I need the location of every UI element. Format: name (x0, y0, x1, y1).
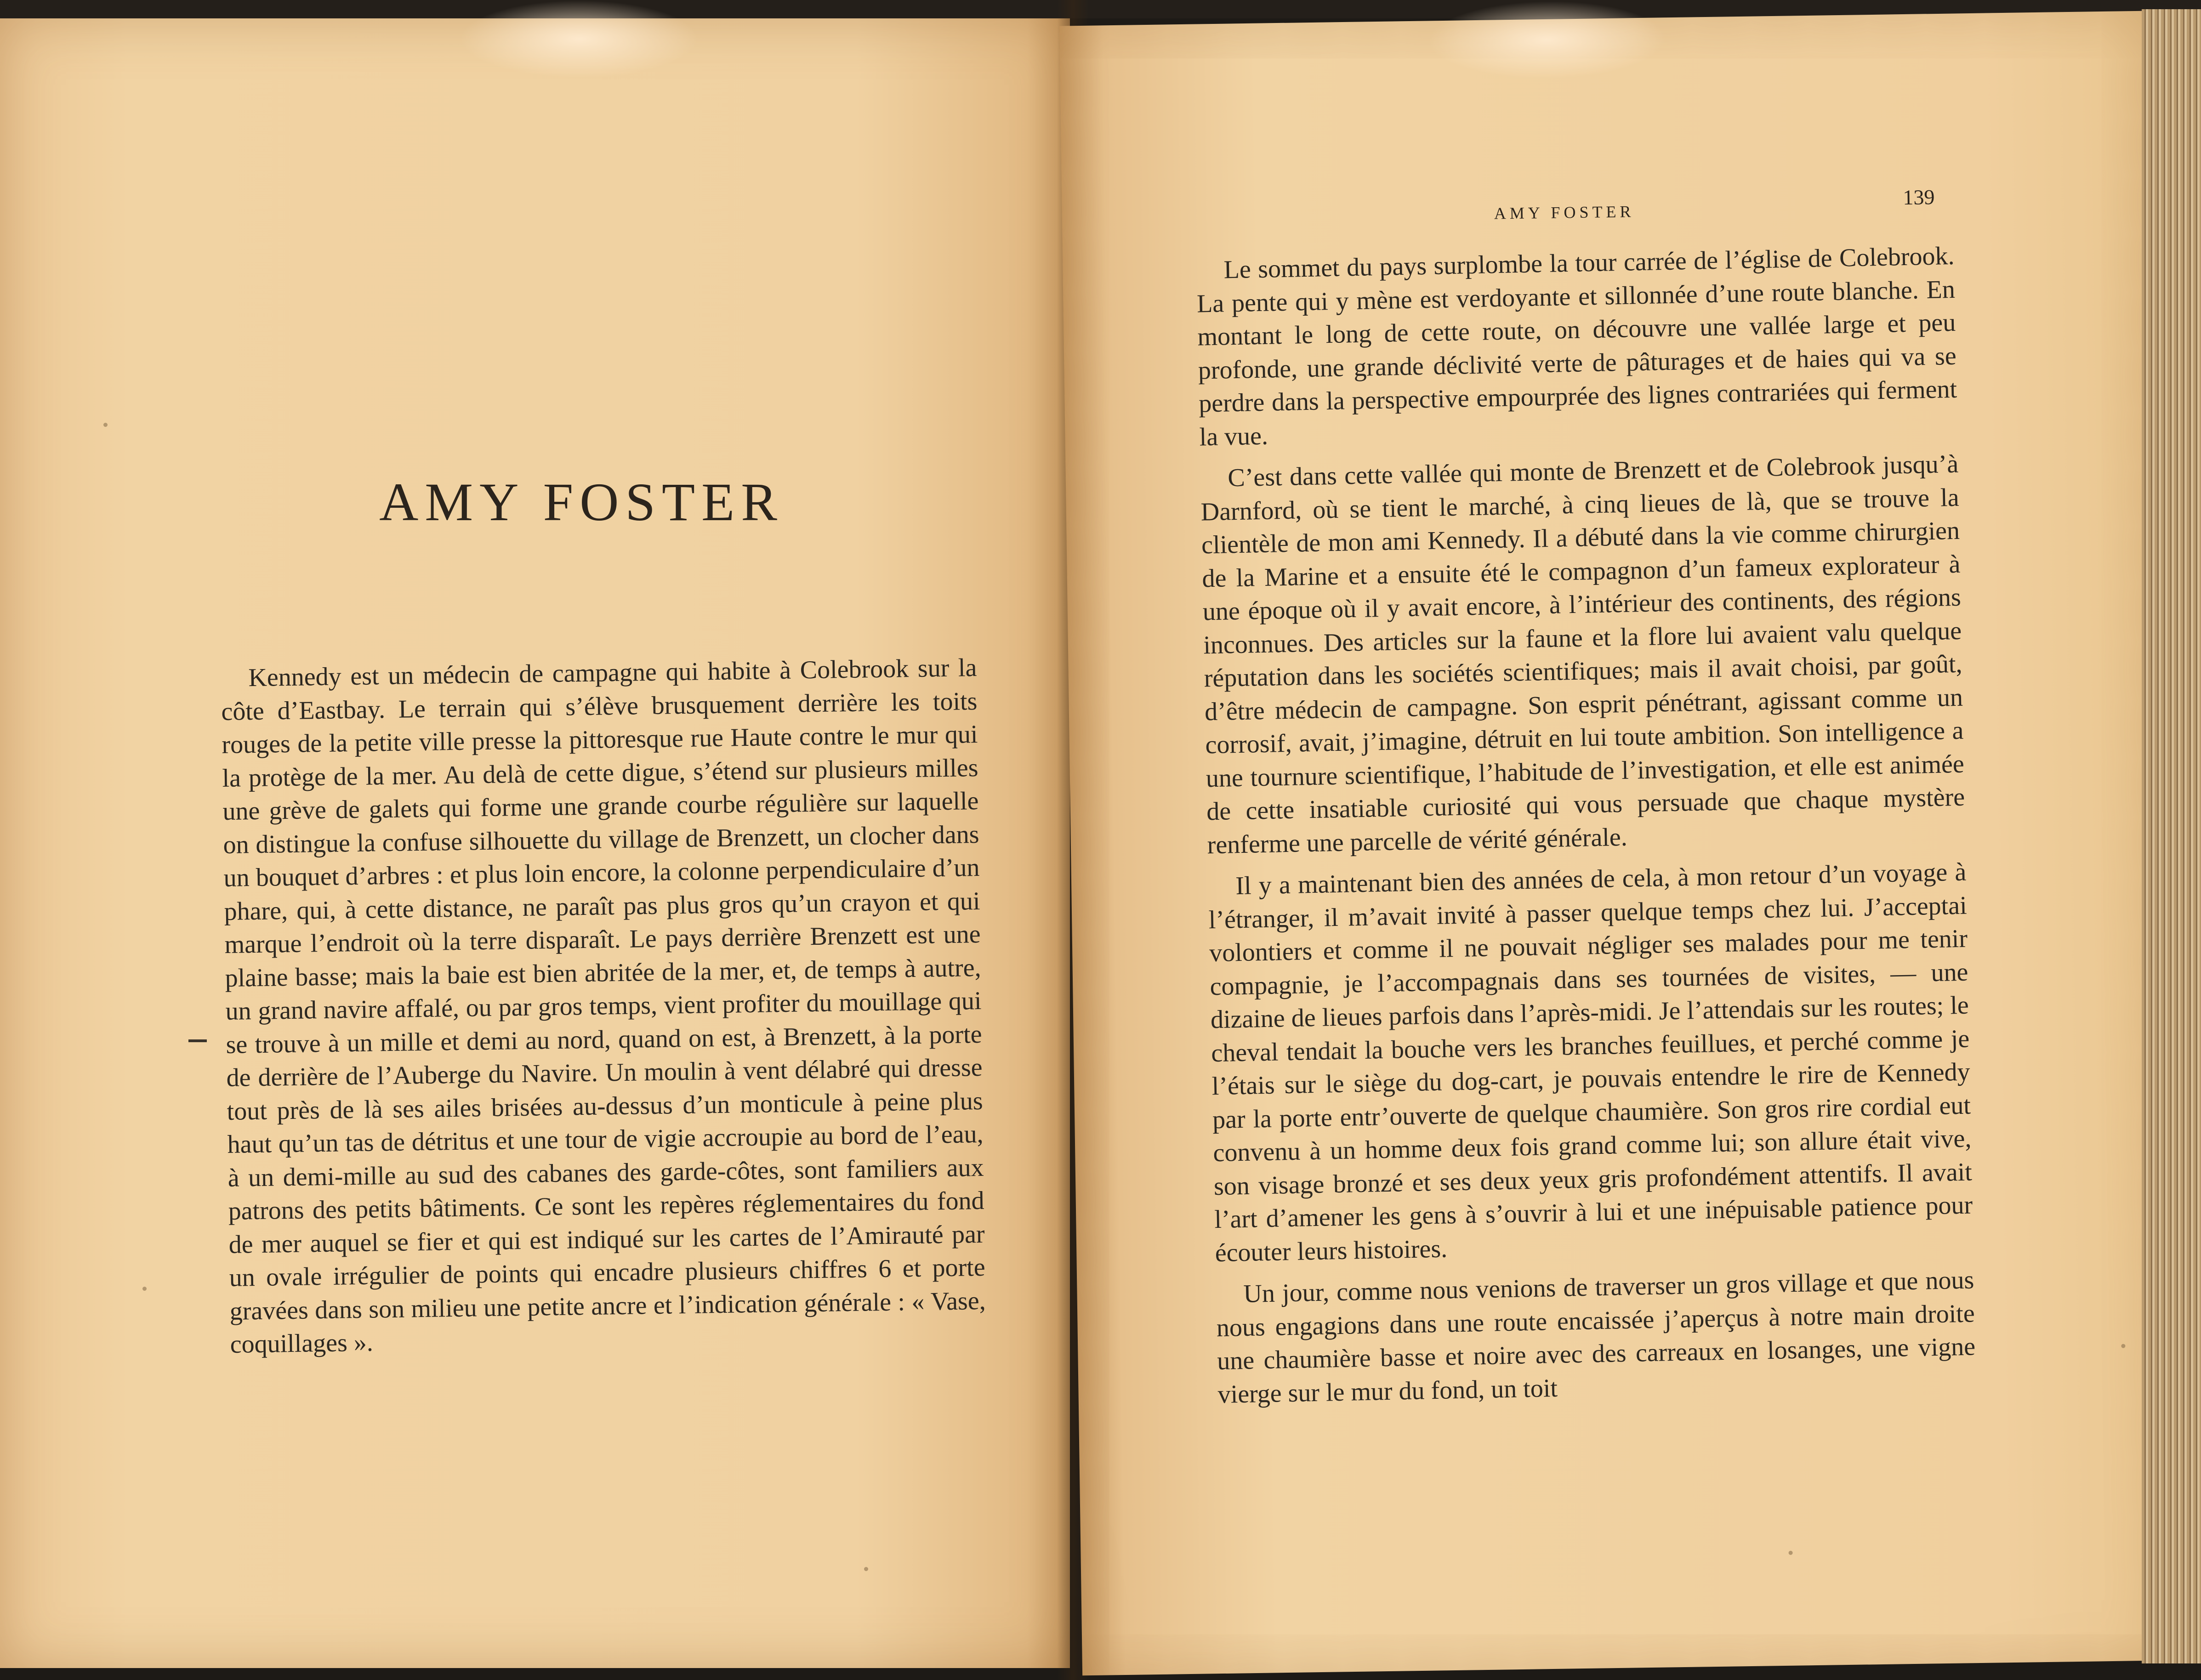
paragraph: Le sommet du pays surplombe la tour carrée de l’église de Colebrook. La pente qui y mène est verdoyante et sillonnée d’une route blanche. En montant le long de cette route, on découvre une vallée large et peu profonde, une grande déclivité verte de pâturages et de haies qui va se perdre dans la perspective empourprée des lignes contrariées qui ferment la vue. (1196, 241, 1957, 451)
right-page-text (1196, 239, 1976, 1411)
margin-mark (188, 1039, 207, 1042)
page-fore-edge (2142, 9, 2201, 1663)
running-head: AMY FOSTER (1494, 202, 1635, 223)
left-page-text (221, 651, 986, 1361)
page-number: 139 (1903, 185, 1935, 210)
paper-speck (2121, 1344, 2125, 1348)
paragraph: C’est dans cette vallée qui monte de Brenzett et de Colebrook jusqu’à Darnford, où se tient le marché, à cinq lieues de là, que se trouve la clientèle de mon ami Kennedy. Il a débuté dans la vie comme chirurgien de la Marine et a ensuite été le compagnon d’un fameux explorateur à une époque où il y avait encore, à l’intérieur des continents, des régions inconnues. Des articles sur la faune et la flore lui avaient valu quelque réputation dans les sociétés scientifiques; mais il avait choisi, par goût, d’être médecin de campagne. Son esprit pénétrant, agissant comme un corrosif, avait, j’imagine, détruit en lui toute ambition. Son intelligence a une tournure scientifique, l’habitude de l’investigation, et elle est animée de cette insatiable curiosité qui vous persuade que chaque mystère renferme une parcelle de vérité générale. (1200, 449, 1965, 859)
paper-speck (864, 1567, 868, 1571)
light-glare (460, 0, 699, 78)
paper-speck (103, 423, 108, 427)
paragraph: Un jour, comme nous venions de traverser un gros village et que nous nous engagions dans une route encaissée j’aperçus à notre main droite une chaumière basse et noire avec des carreaux en losanges, une vigne vierge sur le mur du fond, un toit (1216, 1266, 1976, 1409)
paragraph: Kennedy est un médecin de campagne qui habite à Colebrook sur la côte d’Eastbay. Le terrain qui s’élève brusquement derrière les toits rouges de la petite ville presse la pittoresque rue Haute contre le mur qui la protège de la mer. Au delà de cette digue, s’étend sur plusieurs milles une grève de galets qui forme une grande courbe régulière sur laquelle on distingue la confuse silhouette du village de Brenzett, un clocher dans un bouquet d’arbres : et plus loin encore, la colonne perpendiculaire d’un phare, qui, à cette distance, ne paraît pas plus gros qu’un crayon et qui marque l’endroit où la terre disparaît. Le pays derrière Brenzett est une plaine basse; mais la baie est bien abritée de la mer, et, de temps à autre, un grand navire affalé, ou par gros temps, vient profiter du mouillage qui se trouve à un mille et demi au nord, quand on est, à Brenzett, à la porte de derrière de l’Auberge du Navire. Un moulin à vent délabré qui dresse tout près de là ses ailes brisées au-dessus d’un monticule à peine plus haut qu’un tas de détritus et une tour de vigie accroupie au bord de l’eau, à un demi-mille au sud des cabanes des garde-côtes, sont familiers aux patrons des petits bâtiments. Ce sont les repères réglementaires du fond de mer auquel se fier et qui est indiqué sur les cartes de l’Amirauté par un ovale irrégulier de points qui encadre plusieurs chiffres 6 et porte gravées dans son milieu une petite ancre et l’indication générale : « Vase, coquillages ». (221, 653, 986, 1359)
paper-speck (1789, 1551, 1793, 1555)
right-page (1059, 11, 2167, 1676)
chapter-title: AMY FOSTER (379, 472, 784, 532)
paragraph: Il y a maintenant bien des années de cela, à mon retour d’un voyage à l’étranger, il m’avait invité à passer quelque temps chez lui. J’acceptai volontiers et comme il ne pouvait négliger ses malades pour me tenir compagnie, je l’accompagnais dans ses tournées de visites, — une dizaine de lieues parfois dans l’après-midi. Je l’attendais sur les routes; le cheval tendait la bouche vers les branches feuillues, et perché comme je l’étais sur le siège du dog-cart, je pouvais entendre le rire de Kennedy par la porte entr’ouverte de quelque chaumière. Son gros rire cordial eut convenu à un homme deux fois grand comme lui; son allure était vive, son visage bronzé et ses deux yeux gris profondément attentifs. Il avait l’art d’amener les gens à s’ouvrir à lui et une inépuisable patience pour écouter leurs histoires. (1208, 857, 1973, 1267)
paper-speck (142, 1287, 147, 1291)
left-page (0, 18, 1070, 1668)
